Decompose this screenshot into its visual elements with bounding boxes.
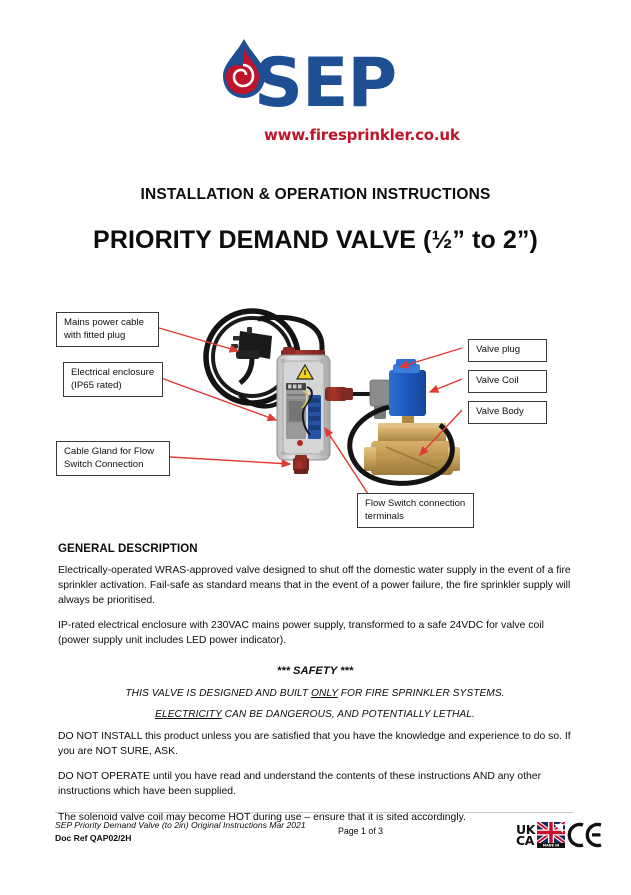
safety-paragraph-2: DO NOT OPERATE until you have read and understand the contents of these instructions AND any other instructions which have been supplied. [58, 771, 542, 798]
callout-line-1: Flow Switch connection [365, 498, 466, 509]
section-heading-general-description: GENERAL DESCRIPTION [58, 543, 198, 555]
callout-line-2: terminals [365, 510, 404, 522]
logo-wordmark: SEP [254, 44, 397, 123]
callout-line-1: Valve plug [476, 344, 521, 355]
callout-line-1: Mains power cable [64, 317, 144, 328]
page-title: PRIORITY DEMAND VALVE (½” to 2”) [93, 226, 538, 254]
svg-text:MADE IN: MADE IN [542, 843, 560, 848]
footer-certification-marks [516, 818, 603, 852]
footer-doc-ref: Doc Ref QAP02/2H [55, 833, 132, 844]
safety-statement-2 [58, 709, 572, 720]
safety-paragraph-3: The solenoid valve coil may become HOT during use – ensure that it is sited accordingly. [58, 811, 466, 823]
safety-1-emphasis: ONLY [311, 687, 338, 699]
safety-paragraph-1: DO NOT INSTALL this product unless you are satisfied that you have the knowledge and experience to do so. If you are NOT SURE, ASK. [58, 730, 571, 757]
footer-page-number: Page 1 of 3 [338, 826, 383, 836]
logo-website-url: www.firesprinkler.co.uk [264, 126, 460, 144]
ce-mark-icon [567, 822, 603, 848]
ukca-line-2: CA [515, 833, 535, 848]
callout-mains-power-cable [56, 312, 159, 347]
callout-line-2: (IP65 rated) [71, 379, 122, 391]
callout-valve-coil [468, 370, 547, 393]
electrical-enclosure-artwork [277, 347, 353, 474]
product-diagram [0, 295, 631, 535]
callout-valve-plug [468, 339, 547, 362]
footer-document-line: SEP Priority Demand Valve (to 2in) Original Instructions Mar 2021 [55, 820, 306, 830]
callout-line-1: Valve Coil [476, 375, 519, 386]
callout-line-1: Electrical enclosure [71, 367, 155, 378]
ukca-mark [515, 821, 535, 848]
document-body [58, 543, 572, 826]
made-in-britain-icon [537, 822, 565, 848]
ukca-line-1: UK [515, 821, 535, 837]
general-description-paragraph-1: Electrically-operated WRAS-approved valve designed to shut off the domestic water supply in the event of a fire sprinkler activation. Fail-safe as standard means that in the event of a power failure, the fire sprinkler supply will always be prioritised. [58, 565, 571, 606]
safety-1-prefix: THIS VALVE IS DESIGNED AND BUILT [125, 687, 312, 699]
callout-line-1: Valve Body [476, 406, 524, 417]
callout-line-1: Cable Gland for Flow [64, 446, 155, 457]
brand-logo-block [0, 38, 631, 168]
safety-1-suffix: FOR FIRE SPRINKLER SYSTEMS. [337, 687, 505, 699]
callout-line-2: with fitted plug [64, 329, 126, 341]
callout-valve-body [468, 401, 547, 424]
section-heading-safety: *** SAFETY *** [276, 664, 354, 677]
footer-divider [55, 812, 574, 813]
safety-2-emphasis: ELECTRICITY [155, 708, 222, 720]
callout-flow-switch-terminals [357, 493, 474, 528]
valve-plug-artwork [370, 380, 390, 406]
callout-line-2: Switch Connection [64, 458, 144, 470]
callout-electrical-enclosure [63, 362, 163, 397]
document-subtitle: INSTALLATION & OPERATION INSTRUCTIONS [140, 186, 491, 203]
safety-2-suffix: CAN BE DANGEROUS, AND POTENTIALLY LETHAL. [221, 708, 475, 720]
page-footer [0, 812, 631, 895]
general-description-paragraph-2: IP-rated electrical enclosure with 230VAC mains power supply, transformed to a safe 24VDC for valve coil (power supply unit includes LED power indicator). [58, 620, 544, 647]
uk-mains-plug [231, 327, 272, 383]
callout-cable-gland [56, 441, 170, 476]
solenoid-valve-artwork [350, 359, 460, 483]
footer-document-info [55, 819, 306, 846]
safety-statement-1 [58, 688, 572, 699]
valve-coil-artwork [389, 370, 426, 416]
